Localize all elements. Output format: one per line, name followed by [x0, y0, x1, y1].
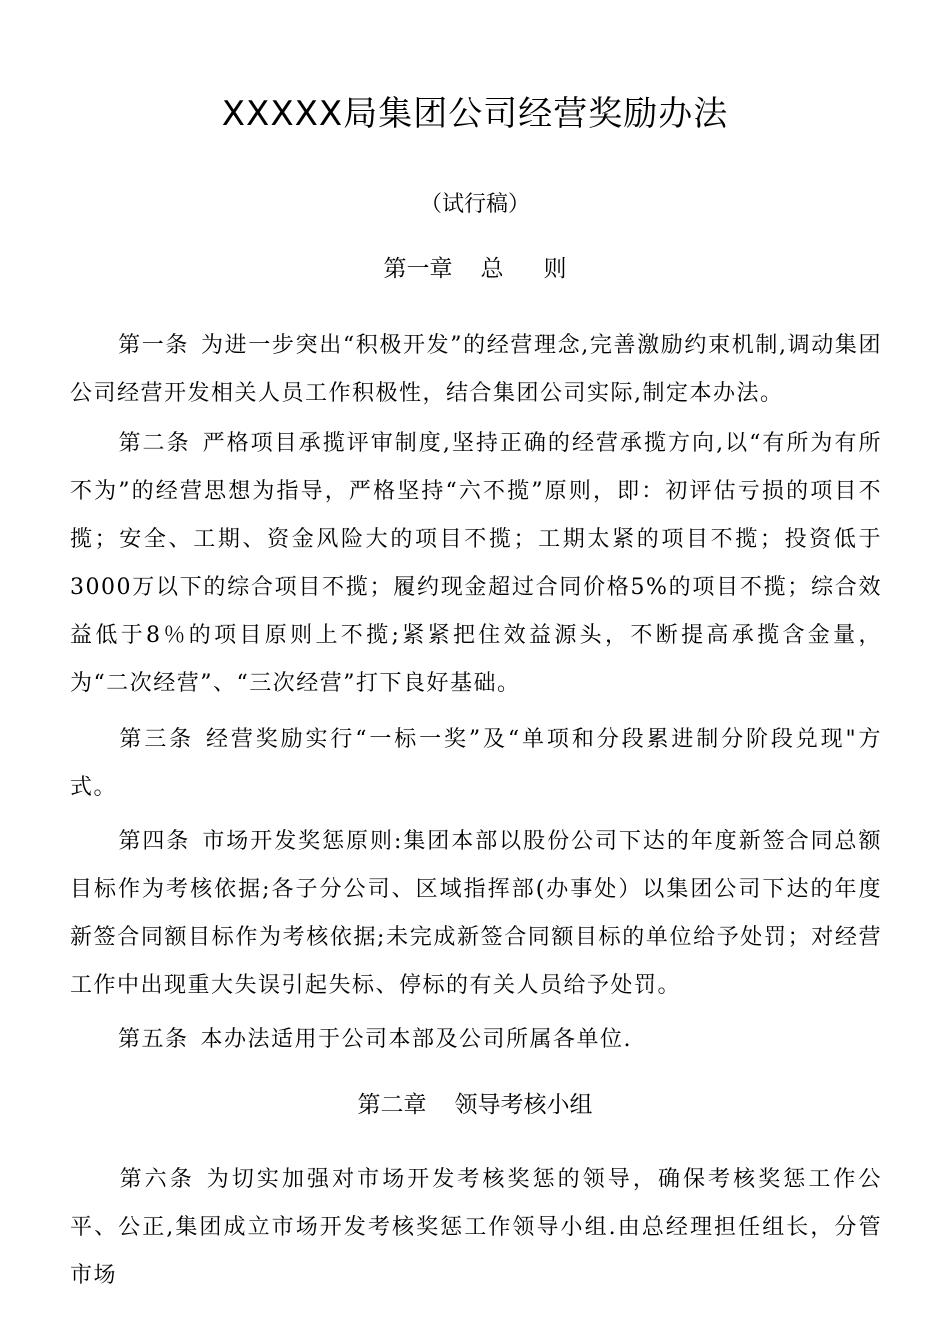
- article-text: 为切实加强对市场开发考核奖惩的领导，确保考核奖惩工作公平、公正,集团成立市场开发考核奖惩工作领导小组.由总经理担任组长，分管市场: [70, 1167, 882, 1288]
- article-text: 市场开发奖惩原则:集团本部以股份公司下达的年度新签合同总额目标作为考核依据;各子分公司、区域指挥部(办事处）以集团公司下达的年度新签合同额目标作为考核依据;未完成新签合同额目标的单位给予处罚；对经营工作中出现重大失误引起失标、停标的有关人员给予处罚。: [70, 829, 882, 998]
- chapter-2-number: 第二章: [357, 1092, 427, 1118]
- article-number: 第一条: [118, 333, 190, 358]
- document-title: XXXXX局集团公司经营奖励办法: [221, 94, 729, 134]
- article-text: 为进一步突出“积极开发”的经营理念,完善激励约束机制,调动集团公司经营开发相关人员工作积极性，结合集团公司实际,制定本办法。: [70, 333, 882, 406]
- article-6: [70, 1156, 882, 1300]
- article-number: 第二条: [118, 431, 191, 456]
- chapter-1-name-part-a: 总: [480, 256, 504, 282]
- chapter-1-name-part-b: 则: [543, 256, 567, 282]
- article-5: [70, 1016, 882, 1064]
- chapter-2-name: 领导考核小组: [454, 1092, 593, 1118]
- article-text: 本办法适用于公司本部及公司所属各单位.: [200, 1027, 633, 1052]
- chapter-2-heading: [0, 1088, 950, 1122]
- article-text: 经营奖励实行“一标一奖”及“单项和分段累进制分阶段兑现"方式。: [70, 727, 882, 800]
- document-subtitle: （试行稿）: [419, 192, 530, 217]
- article-text: 严格项目承揽评审制度,坚持正确的经营承揽方向,以“有所为有所不为”的经营思想为指导，严格坚持“六不揽”原则，即：初评估亏损的项目不揽；安全、工期、资金风险大的项目不揽；工期太紧的项目不揽；投资低于3000万以下的综合项目不揽；履约现金超过合同价格5%的项目不揽；综合效益低于8％的项目原则上不揽;紧紧把住效益源头，不断提高承揽含金量，为“二次经营”、“三次经营”打下良好基础。: [70, 431, 882, 696]
- article-2: [70, 420, 882, 708]
- article-3: [70, 716, 882, 812]
- article-number: 第六条: [118, 1167, 195, 1192]
- chapter-1-number: 第一章: [383, 256, 453, 282]
- article-4: [70, 818, 882, 1010]
- article-1: [70, 322, 882, 418]
- article-number: 第五条: [118, 1027, 189, 1052]
- chapter-1-heading: [0, 252, 950, 286]
- article-number: 第四条: [118, 829, 191, 854]
- article-number: 第三条: [118, 727, 195, 752]
